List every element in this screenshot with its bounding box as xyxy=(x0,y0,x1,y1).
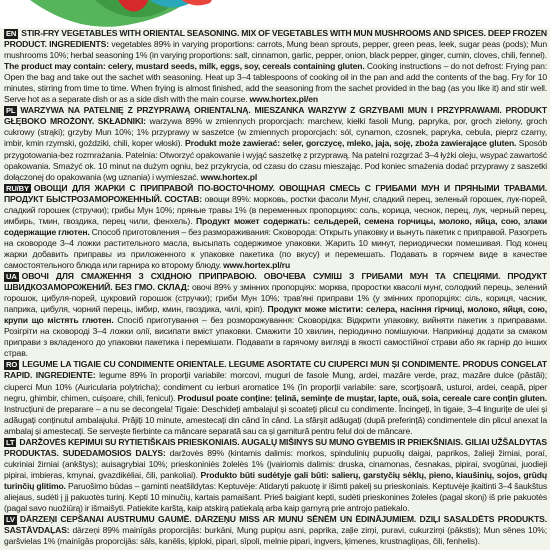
block-ru-allergen: Продукт может содержать: сельдерей, семена горчицы, молоко, яйца, сою, злаки содержащие глютен. xyxy=(4,215,547,237)
block-en-title: STIR-FRY VEGETABLES WITH ORIENTAL SEASONING. MIX OF VEGETABLES WITH MUN MUSHROOMS AND SPICES. DEEP FROZEN PRODUCT. INGREDIENTS: xyxy=(4,28,547,50)
block-pl-text1: warzywa 89% w zmiennych proporcjach: marchew, kiełki fasoli Mung, papryka, por, groch zielony, groch cukrowy (strąki); grzyby Mun 10%; 1% przyprawy w saszetce (w zmiennych proporcjach: sól, cynamon, czosnek, papryka, cebula, pieprz czarny, imbir, kmin rzymski, goździki, chili, koper włoski). xyxy=(4,116,548,149)
block-ro-text2: Instrucțiuni de preparare – a nu se decongela! Tigaie: Deschideți ambalajul și scoateți plicul cu condimente. Încingeți, în tigaie, 3–4 lingurițe de ulei și adăugați conținutul ambalajului. Prăjiți 10 minute, amestecați din când în când. La sfârșit adăugați (după preferință) condimentele din plicul anexat la ambalaj și amestecați. Se servește fierbinte ca mâncare separată sau ca și garnitură pentru felul doi de mâncare. xyxy=(4,403,547,436)
block-lt-title: DARŽOVĖS KEPIMUI SU RYTIETIŠKAIS PRIESKONIAIS. AUGALŲ MIŠINYS SU MUNO GYBEMIS IR PRIEKŠNIAIS. GILIAI UŽŠALDYTAS PRODUKTAS. SUDEDAMOSIOS DALYS: xyxy=(4,436,547,458)
block-ua-text2: Спосіб приготування – без розморожування: Сковорідка: Відкрити упаковку, вийняти пакетик з приправами. Розігріти на сковороді 3–4 ложки олії, висипати вміст упаковки. Смажити 10 хвилин, періодично помішуючи. Наприкінці додати за смаком приправи з вкладеного до упаковки пакетика і перемішати. Подавати в гарячому вигляді в якості самостійної страви або як гарнір до інших страв. xyxy=(4,315,547,359)
language-tag-ua: UA xyxy=(6,272,17,282)
block-ru-text2: Способ приготовления – без размораживания: Сковорода: Открыть упаковку и вынуть пакетик с приправой. Разогреть на сковороде 3–4 ложки растительного масла, высыпать содержимое упаковки. Жарить 10 минут, периодически помешивая. Под конец жарки добавить приправы из приложенного к упаковке пакетика (по вкусу) и перемешать. Подавать в горячем виде в качестве самостоятельного блюда или гарнира ко второму блюду. xyxy=(4,226,547,270)
block-ro-text1: legume 89% în proporții variabile: morcovi, muguri de fasole Mung, ardei, mazăre verde, praz, mazăre dulce (păstăi); ciuperci Mun 10% (Auricularia polytricha); condiment cu ierburi aromatice 1% (în proporții variabile: sare, scorțișoară, usturoi, ardei, ceapă, piper negru, ghimbir, chimen, cuișoare, chili, fenicul). xyxy=(4,370,547,403)
block-en xyxy=(4,28,547,105)
language-tag-lt: LT xyxy=(6,437,15,447)
block-ro xyxy=(4,359,547,436)
block-en-text2: Cooking instructions – do not defrost: Frying pan: Open the bag and take out the sachet with seasoning. Heat up 3–4 tablespoons of cooking oil in the pan and add the contents of the bag. Fry for 10 minutes, stirring from time to time. When frying is almost finished, add the seasoning from the sachet provided in the bag (as you like it) and stir well. Serve hot as a separate dish or as a side dish with the main course. xyxy=(4,61,547,105)
block-en-web: www.hortex.pl/en xyxy=(249,94,318,105)
block-ro-title: LEGUME LA TIGAIE CU CONDIMENTE ORIENTALE. LEGUME ASORTATE CU CIUPERCI MUN ȘI CONDIMENTE. PRODUS CONGELAT RAPID. INGREDIENTE: xyxy=(4,359,547,381)
ingredients-panel xyxy=(0,28,550,550)
language-tag-ru: RU/BY xyxy=(6,183,29,193)
top-package-graphic xyxy=(0,0,550,28)
block-ua xyxy=(4,271,547,359)
block-lv xyxy=(4,514,547,547)
vegetable-illustration-icon xyxy=(0,0,550,28)
block-ru-title: ОВОЩИ ДЛЯ ЖАРКИ С ПРИПРАВОЙ ПО-ВОСТОЧНОМУ. ОВОЩНАЯ СМЕСЬ С ГРИБАМИ МУН И ПРЯНЫМИ ТРАВАМИ. ПРОДУКТ БЫСТРОЗАМОРОЖЕННЫЙ. СОСТАВ: xyxy=(4,182,547,204)
language-tag-ro: RO xyxy=(6,360,18,370)
block-pl xyxy=(4,105,547,182)
block-pl-title: WARZYWA NA PATELNIĘ Z PRZYPRAWĄ ORIENTALNĄ. MIESZANKA WARZYW Z GRZYBAMI MUN I PRZYPRAWAMI. PRODUKT GŁĘBOKO MROŻONY. SKŁADNIKI: xyxy=(4,105,547,127)
block-en-allergen: The product may contain: celery, mustard seeds, milk, eggs, soy, cereals containing gluten. xyxy=(4,61,365,72)
block-ro-allergen: Produsul poate conține: țelină, semințe de muștar, lapte, ouă, soia, cereale care conțin gluten. xyxy=(177,392,547,403)
block-ua-title: ОВОЧІ ДЛЯ СМАЖЕННЯ З СХІДНОЮ ПРИПРАВОЮ. ОВОЧЕВА СУМІШ З ГРИБАМИ МУН ТА СПЕЦІЯМИ. ПРОДУКТ ШВИДКОЗАМОРОЖЕНИЙ. БЕЗ ГМО. СКЛАД: xyxy=(4,271,547,293)
block-lt xyxy=(4,437,547,514)
block-ru-web: www.hortex.pl/ru xyxy=(223,259,291,270)
language-tag-lv: LV xyxy=(6,515,15,525)
language-tag-en: EN xyxy=(6,29,17,38)
block-pl-web: www.hortex.pl xyxy=(200,171,258,182)
block-lv-text1: dārzeņi 89% mainīgās proporcijās: burkāni, Mung pupiņu asni, paprika, zaļie zirņi, puravi, cukurzirņi (pākstis); Mun sēnes 10%; garšvielas 1% (mainīgās proporcijās: sāls, kanēlis, ķiploki, pipari, sīpoli, melnie pipari, ingvers, ķimenes, krustnagliņas, čili, fenhelis). xyxy=(4,525,547,547)
block-en-text1: vegetables 89% in varying proportions: carrots, Mung bean sprouts, pepper, green peas, leek, sugar peas (pods); Mun mushrooms 10%; herbal seasoning 1% (in varying proportions: salt, cinnamon, garlic, pepper, onion, black pepper, ginger, cumin, cloves, chili, fennel). xyxy=(4,39,547,61)
block-ru xyxy=(4,183,547,271)
block-lv-title: DĀRZEŅI CEPŠANAI AUSTRUMU GAUMĒ. DĀRZEŅU MISS AR MUNU SĒNĒM UN ĒDINĀJUMIEM. DZIĻI SASALDĒTS PRODUKTS. SASTĀVDAĻAS: xyxy=(4,514,547,536)
block-lt-text1: daržovės 89% (kintamis dalimis: morkos, spindulinių pupuolių daigai, paprikos, žalieji žirniai, poraí, cukriniai žirniai (ankštys); auisagrybiai 10%; prieskoniniės žolelės 1% (įvairiomis dalimis: druska, cinamonas, česnakas, pipirai, svogūnai, juodieji pipirai, imbieras, kmynai, gvazdikėliai, čili, pankoliai). xyxy=(4,447,547,480)
block-ru-text1: овощи 89%: морковь, ростки фасоли Мунг, сладкий перец, зеленый горошек, лук-порей, сладкий горошек (стручки); грибы Мун 10%; пряные травы 1% (в переменных пропорциях: соль, корица, чеснок, перец, лук, черный перец, имбирь, тмин, гвоздика, перец чили, фенхель). xyxy=(4,193,547,226)
block-lt-allergen: Produkto būti sudėtyje gali būti: salierų, garstyčių sėklų, pieno, kiaušinių, sojos, grūdų turinčių glitimo. xyxy=(4,469,547,491)
language-tag-pl: PL xyxy=(6,106,16,116)
block-pl-allergen: Produkt może zawierać: seler, gorczycę, mleko, jaja, soję, zboża zawierające gluten. xyxy=(185,138,517,149)
block-ua-allergen: Продукт може містити: селера, насіння гірчиці, молоко, яйця, сою, крупи що містять глютен. xyxy=(4,304,547,326)
block-pl-text2: Sposób przygotowania-bez rozmrażania. Patelnia: Otworzyć opakowanie i wyjąć saszetkę z przyprawą. Na patelni rozgrzać 3–4 łyżki oleju, wsypać zawartość opakowania. Smażyć ok. 10 minut na dużym ogniu, bez przykrycia, od czasu do czasu mieszając. Pod koniec smażenia dodać przyprawy z saszetki dołączonej do opakowania (wg uznania) i wymieszać. xyxy=(4,138,547,182)
block-lt-text2: Paruošimo būdas – gaminti neatšildytas: Keptuvėje: Atidaryti pakuotę ir išimti pakelį su prieskoniais. Keptuvėje įkaitinti 3–4 šaukštus aliejaus, sudėti į jį pakuotės turinį. Kepti 10 minučių, kartais pamaišant. Prieš baigiant kepti, sudėti prieskonines žoleles (pagal skonį) iš prie pakuotės (pagal savo nuožiūrą) ir išmaišyti. Patiekite karštą, kaip atskirą patiekalą arba kaip garnyrą prie antrojo patiekalo. xyxy=(4,480,547,514)
block-ua-text1: овочі 89% у змінних пропорціях: морква, проростки квасолі мунг, солодкий перець, зелений горошок, цибуля-порей, цукровий горошок (стручки); гриби Мун 10%; трав'яні приправи 1% (у змінних пропорціях: сіль, кориця, часник, паприка, цибуля, чорний перець, імбир, кмин, гвоздика, чилі, кріп). xyxy=(4,282,547,315)
